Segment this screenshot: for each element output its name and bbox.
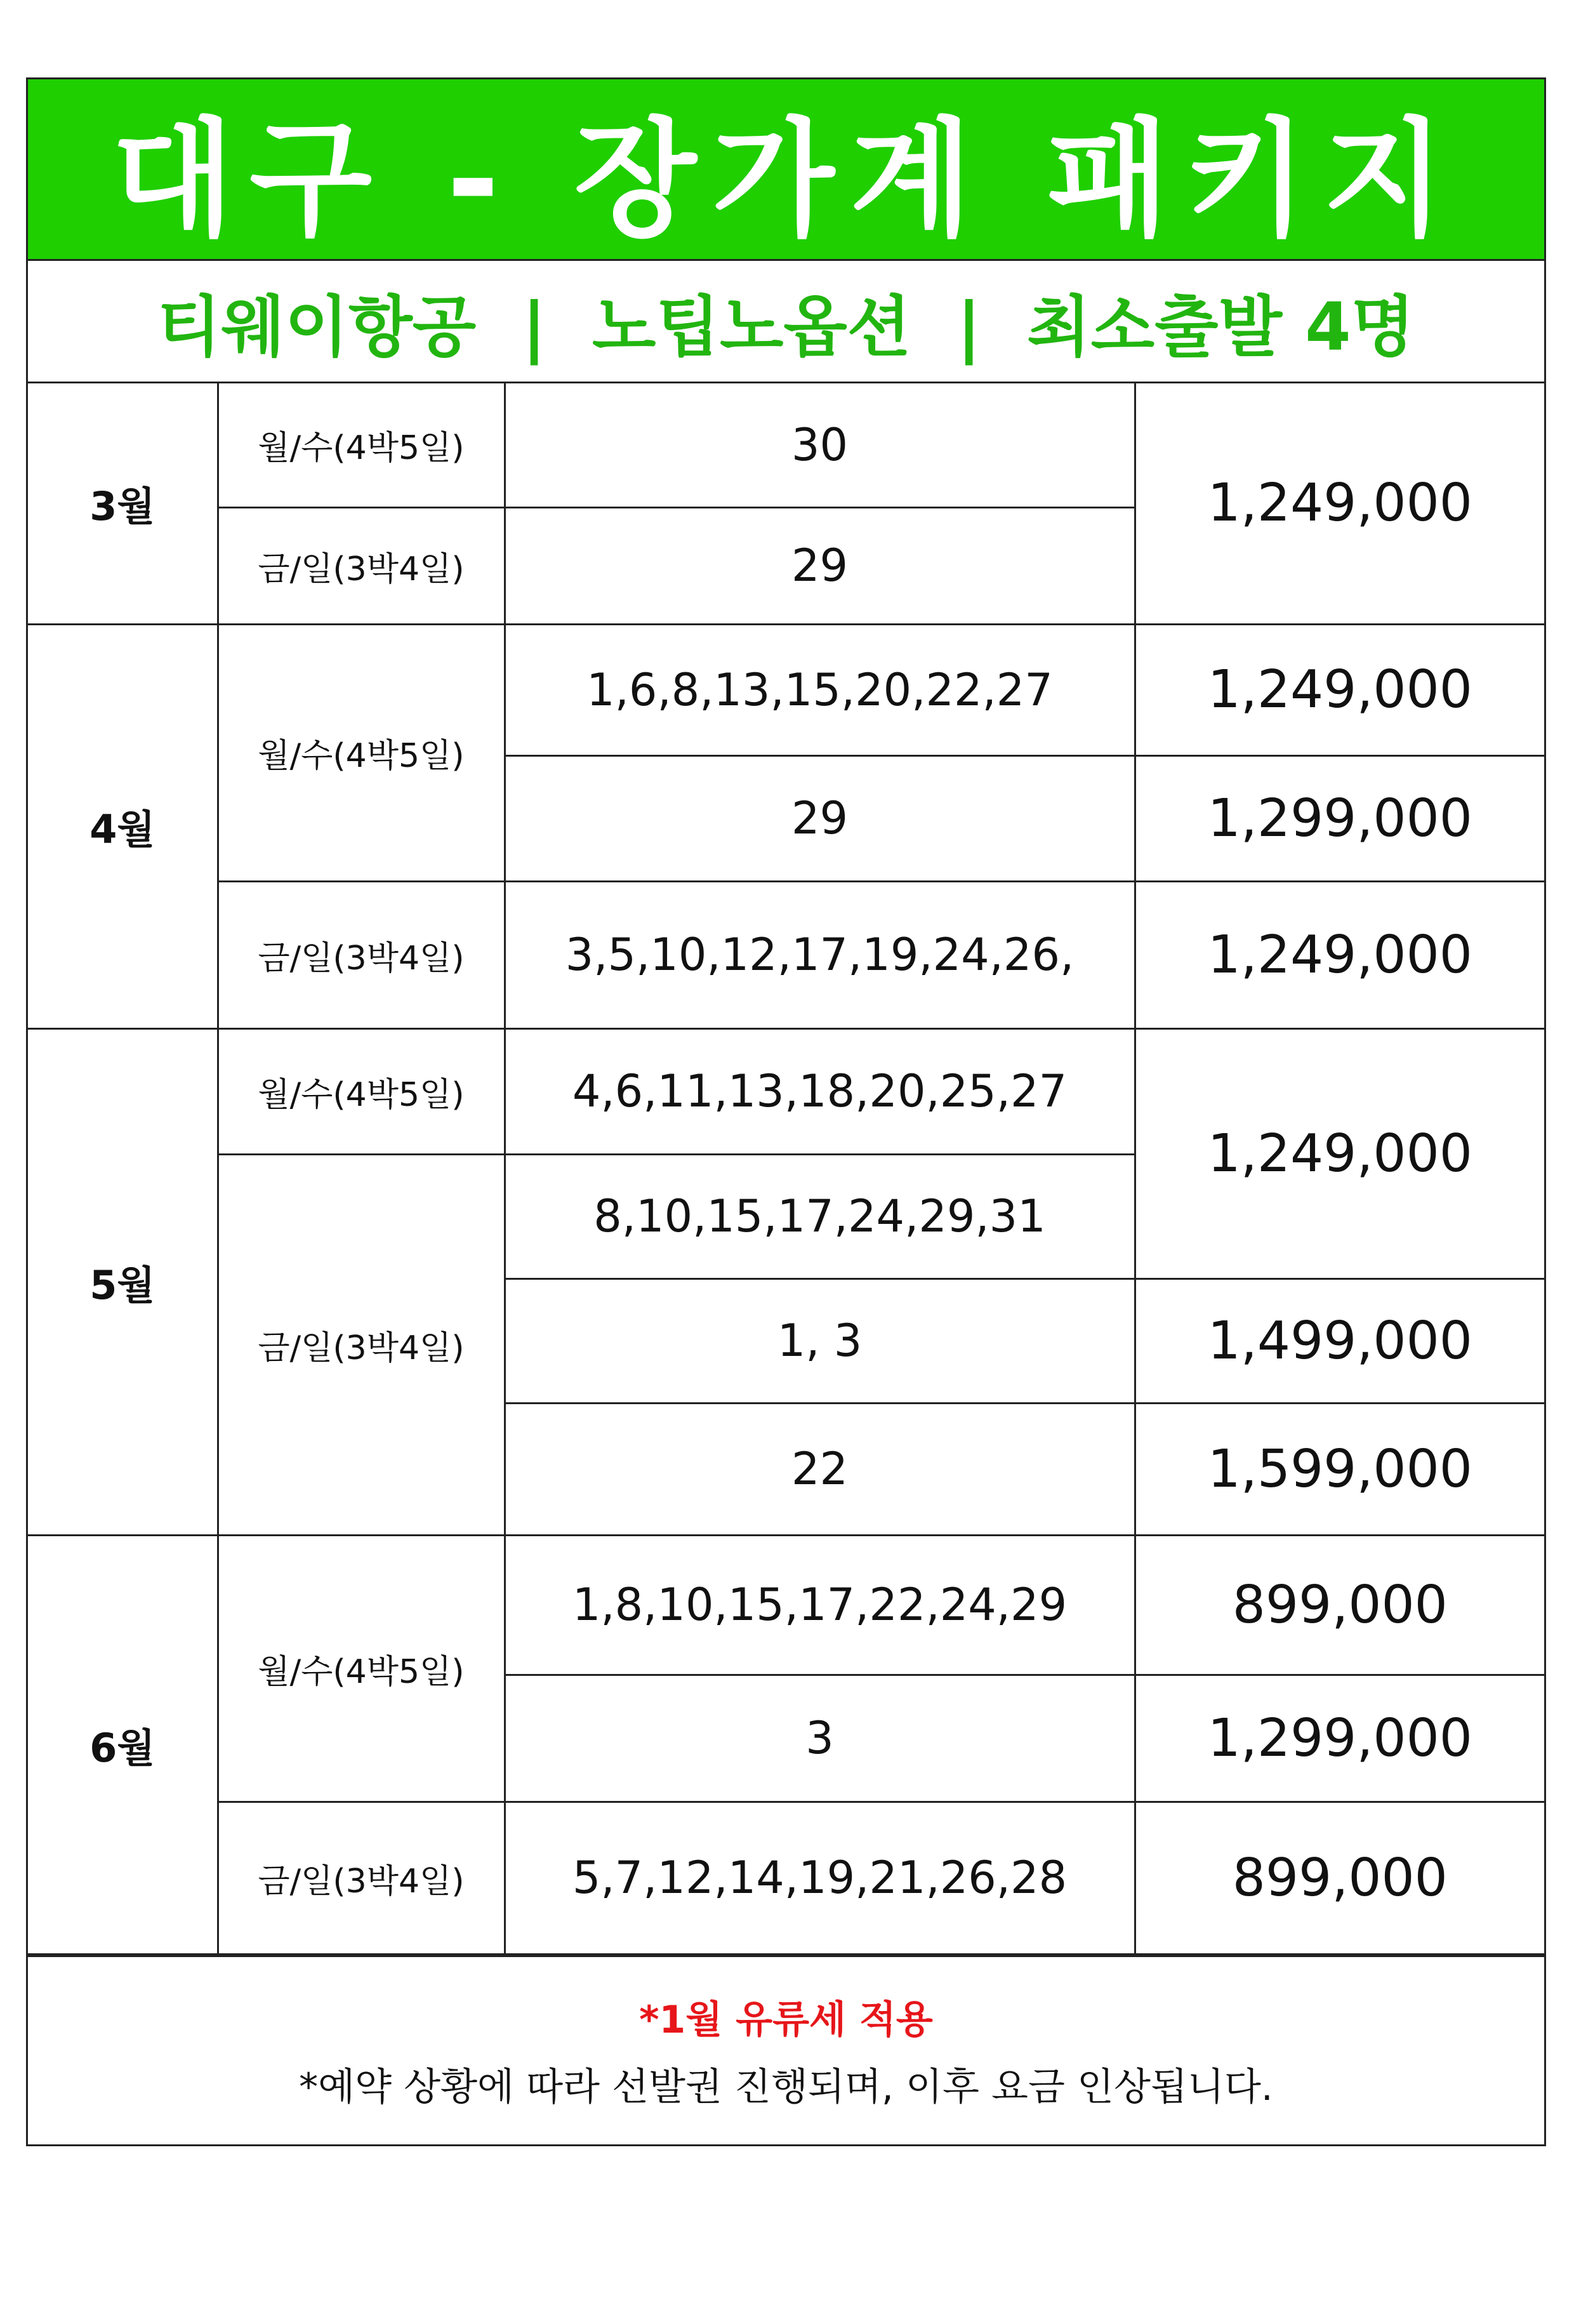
price-cell: 899,000 <box>1135 1802 1544 1954</box>
schedule-table <box>28 383 1544 1955</box>
table-row <box>28 383 1544 507</box>
price-cell: 1,249,000 <box>1135 1028 1544 1278</box>
trip-type-cell: 금/일(3박4일) <box>218 1802 505 1954</box>
table-row <box>28 1802 1544 1954</box>
departure-dates-cell: 1, 3 <box>505 1278 1135 1403</box>
departure-dates-cell: 3 <box>505 1675 1135 1802</box>
trip-type-cell: 월/수(4박5일) <box>218 1028 505 1154</box>
price-cell: 1,499,000 <box>1135 1278 1544 1403</box>
departure-dates-cell: 29 <box>505 755 1135 881</box>
departure-dates-cell: 1,8,10,15,17,22,24,29 <box>505 1535 1135 1675</box>
table-row <box>28 881 1544 1028</box>
price-cell: 1,299,000 <box>1135 1675 1544 1802</box>
trip-type-cell: 금/일(3박4일) <box>218 507 505 624</box>
month-cell: 5월 <box>28 1028 218 1535</box>
departure-dates-cell: 5,7,12,14,19,21,26,28 <box>505 1802 1135 1954</box>
trip-type-cell: 월/수(4박5일) <box>218 383 505 507</box>
package-subtitle: 티웨이항공 | 노팁노옵션 | 최소출발 4명 <box>28 261 1544 383</box>
price-cell: 1,249,000 <box>1135 383 1544 624</box>
departure-dates-cell: 8,10,15,17,24,29,31 <box>505 1154 1135 1278</box>
trip-type-cell: 월/수(4박5일) <box>218 1535 505 1802</box>
table-row <box>28 1535 1544 1675</box>
trip-type-cell: 월/수(4박5일) <box>218 624 505 881</box>
departure-dates-cell: 3,5,10,12,17,19,24,26, <box>505 881 1135 1028</box>
table-row <box>28 1028 1544 1154</box>
price-cell: 1,249,000 <box>1135 881 1544 1028</box>
month-cell: 6월 <box>28 1535 218 1954</box>
departure-dates-cell: 22 <box>505 1403 1135 1535</box>
price-cell: 899,000 <box>1135 1535 1544 1675</box>
package-title: 대구 - 장가계 패키지 <box>28 79 1544 261</box>
departure-dates-cell: 1,6,8,13,15,20,22,27 <box>505 624 1135 755</box>
month-cell: 4월 <box>28 624 218 1028</box>
booking-note: *예약 상황에 따라 선발권 진행되며, 이후 요금 인상됩니다. <box>299 2065 1273 2109</box>
price-cell: 1,249,000 <box>1135 624 1544 755</box>
departure-dates-cell: 29 <box>505 507 1135 624</box>
departure-dates-cell: 4,6,11,13,18,20,25,27 <box>505 1028 1135 1154</box>
price-sheet <box>26 77 1546 2146</box>
table-row <box>28 624 1544 755</box>
month-cell: 3월 <box>28 383 218 624</box>
trip-type-cell: 금/일(3박4일) <box>218 1154 505 1535</box>
price-cell: 1,299,000 <box>1135 755 1544 881</box>
price-cell: 1,599,000 <box>1135 1403 1544 1535</box>
departure-dates-cell: 30 <box>505 383 1135 507</box>
trip-type-cell: 금/일(3박4일) <box>218 881 505 1028</box>
fuel-surcharge-note: *1월 유류세 적용 <box>639 1998 933 2042</box>
notes-section <box>28 1955 1544 2144</box>
